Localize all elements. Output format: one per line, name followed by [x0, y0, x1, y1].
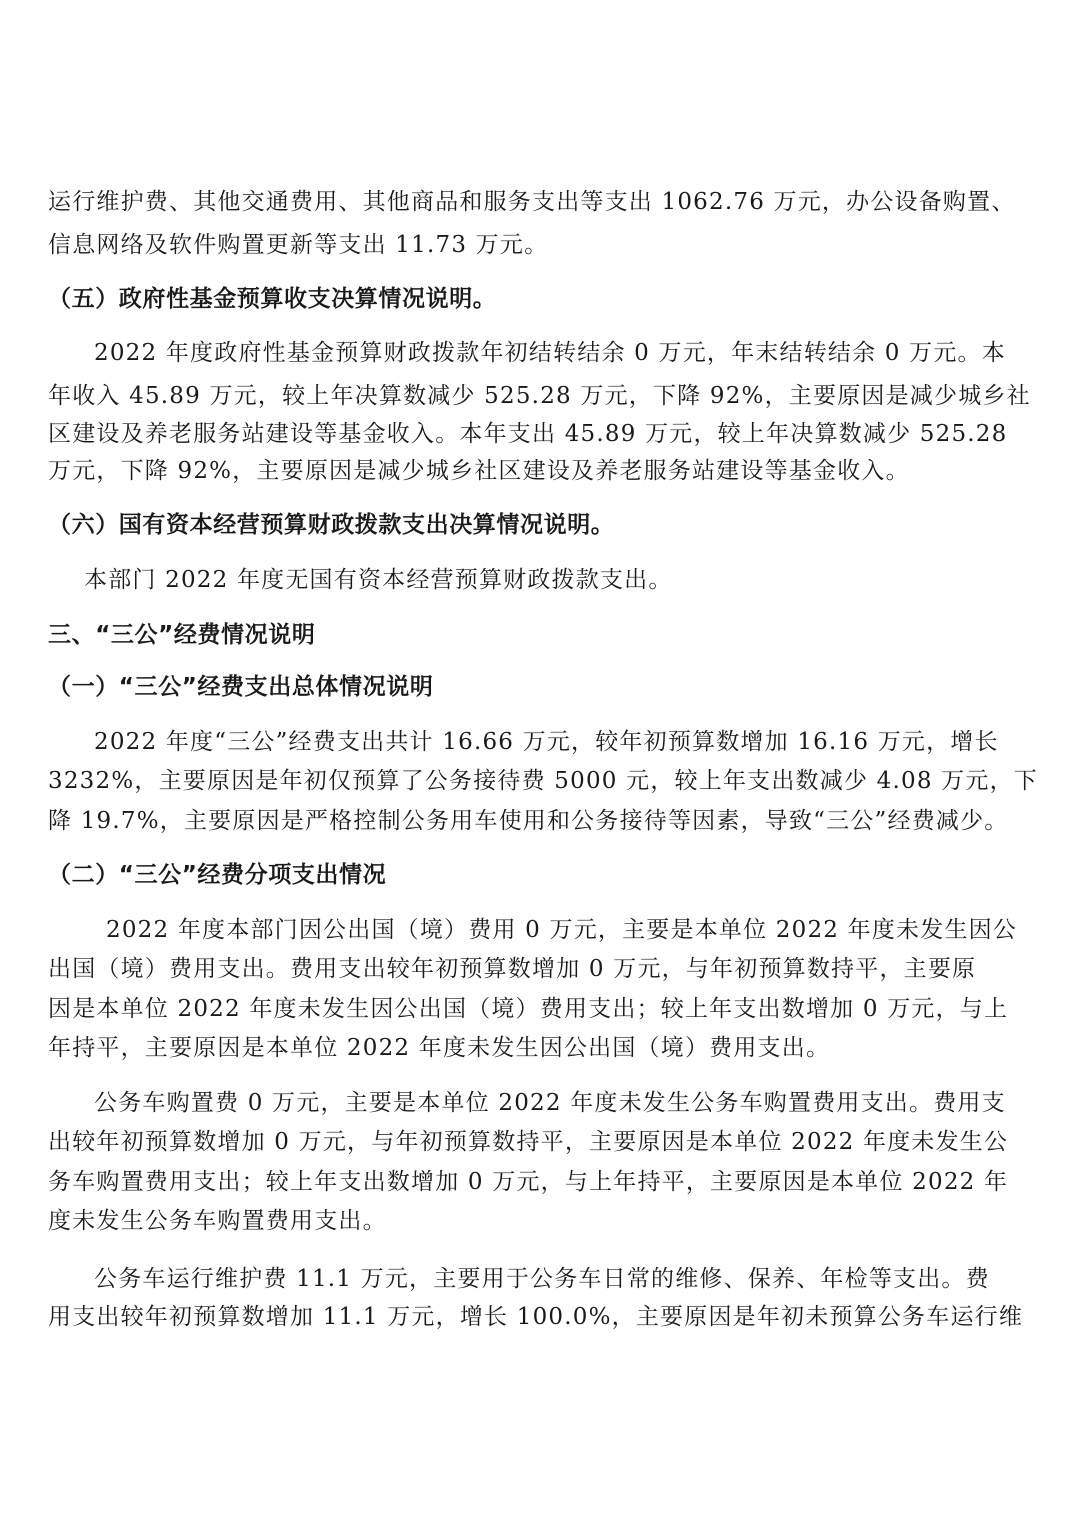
paragraph-line: 万元，下降 92%，主要原因是减少城乡社区建设及养老服务站建设等基金收入。: [48, 458, 910, 484]
paragraph-line: 3232%，主要原因是年初仅预算了公务接待费 5000 元，较上年支出数减少 4.08 万元，下: [48, 768, 1038, 794]
paragraph-line: 因是本单位 2022 年度未发生因公出国（境）费用支出；较上年支出数增加 0 万元，与上: [48, 996, 1009, 1022]
paragraph-line: 用支出较年初预算数增加 11.1 万元，增长 100.0%，主要原因是年初未预算公务车运行维: [48, 1304, 1024, 1330]
paragraph-line: 务车购置费用支出；较上年支出数增加 0 万元，与上年持平，主要原因是本单位 2022 年: [48, 1169, 1009, 1195]
paragraph-line: 出国（境）费用支出。费用支出较年初预算数增加 0 万元，与年初预算数持平，主要原: [48, 956, 977, 982]
section-heading: （二）“三公”经费分项支出情况: [48, 862, 387, 888]
paragraph-line: 区建设及养老服务站建设等基金收入。本年支出 45.89 万元，较上年决算数减少 525.28: [48, 421, 1008, 447]
paragraph-line: 降 19.7%，主要原因是严格控制公务用车使用和公务接待等因素，导致“三公”经费减少。: [48, 808, 1009, 834]
section-heading: （五）政府性基金预算收支决算情况说明。: [48, 286, 497, 312]
paragraph-line: 2022 年度政府性基金预算财政拨款年初结转结余 0 万元，年末结转结余 0 万元。本: [94, 340, 1006, 366]
paragraph-line: 运行维护费、其他交通费用、其他商品和服务支出等支出 1062.76 万元，办公设备购置、: [48, 189, 1016, 215]
paragraph-line: 年持平，主要原因是本单位 2022 年度未发生因公出国（境）费用支出。: [48, 1035, 831, 1061]
section-heading: （一）“三公”经费支出总体情况说明: [48, 674, 434, 700]
section-heading: 三、“三公”经费情况说明: [48, 622, 316, 648]
paragraph-line: 2022 年度本部门因公出国（境）费用 0 万元，主要是本单位 2022 年度未发生因公: [106, 917, 1018, 943]
paragraph-line: 本部门 2022 年度无国有资本经营预算财政拨款支出。: [84, 567, 673, 593]
paragraph-line: 公务车购置费 0 万元，主要是本单位 2022 年度未发生公务车购置费用支出。费用支: [94, 1090, 1006, 1116]
section-heading: （六）国有资本经营预算财政拨款支出决算情况说明。: [48, 512, 615, 538]
paragraph-line: 出较年初预算数增加 0 万元，与年初预算数持平，主要原因是本单位 2022 年度未发生公: [48, 1129, 1009, 1155]
paragraph-line: 2022 年度“三公”经费支出共计 16.66 万元，较年初预算数增加 16.16 万元，增长: [94, 729, 999, 755]
paragraph-line: 度未发生公务车购置费用支出。: [48, 1208, 387, 1234]
paragraph-line: 信息网络及软件购置更新等支出 11.73 万元。: [48, 232, 549, 258]
paragraph-line: 年收入 45.89 万元，较上年决算数减少 525.28 万元，下降 92%，主要原因是减少城乡社: [48, 383, 1031, 409]
paragraph-line: 公务车运行维护费 11.1 万元，主要用于公务车日常的维修、保养、年检等支出。费: [94, 1266, 990, 1292]
